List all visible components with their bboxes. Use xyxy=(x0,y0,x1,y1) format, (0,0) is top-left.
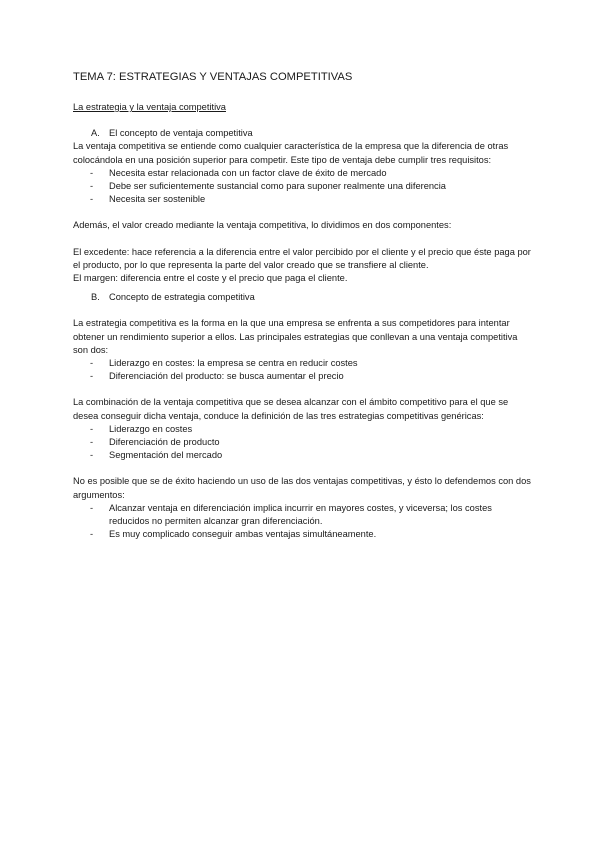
section-a-title: El concepto de ventaja competitiva xyxy=(109,128,253,139)
value-intro: Además, el valor creado mediante la ventaja competitiva, lo dividimos en dos componentes: xyxy=(73,220,452,231)
list-item: - Debe ser suficientemente sustancial como para suponer realmente una diferencia xyxy=(73,180,533,193)
combination-paragraph: La combinación de la ventaja competitiva que se desea alcanzar con el ámbito competitivo para el que se desea conseguir dicha ventaja, conduce la definición de las tres estrategias competitivas genéricas: xyxy=(73,397,509,421)
section-a-heading xyxy=(73,127,533,140)
list-item: - Necesita ser sostenible xyxy=(73,193,533,206)
page-title: TEMA 7: ESTRATEGIAS Y VENTAJAS COMPETITIVAS xyxy=(73,71,353,83)
list-item: - Necesita estar relacionada con un factor clave de éxito de mercado xyxy=(73,167,533,180)
conclusion-paragraph: No es posible que se de éxito haciendo un uso de las dos ventajas competitivas, y ésto lo defendemos con dos argumentos: xyxy=(73,476,531,500)
section-a-intro: La ventaja competitiva se entiende como cualquier característica de la empresa que la diferencia de otras colocándola en una posición superior para competir. Este tipo de ventaja debe cumplir tres requisitos: xyxy=(73,141,509,165)
section-a-letter: A. xyxy=(91,128,100,139)
arguments-list xyxy=(73,502,533,542)
list-item: - Liderazgo en costes xyxy=(73,423,533,436)
list-item: - Diferenciación de producto xyxy=(73,436,533,449)
list-item: - Es muy complicado conseguir ambas ventajas simultáneamente. xyxy=(73,528,533,541)
section-b-title: Concepto de estrategia competitiva xyxy=(109,292,255,303)
surplus-definition: El excedente: hace referencia a la diferencia entre el valor percibido por el cliente y el precio que éste paga por el producto, por lo que representa la parte del valor creado que se transfiere al cliente. xyxy=(73,246,531,270)
list-item: - Diferenciación del producto: se busca aumentar el precio xyxy=(73,370,533,383)
list-item: - Liderazgo en costes: la empresa se centra en reducir costes xyxy=(73,357,533,370)
strategies-list xyxy=(73,357,533,383)
section-b-letter: B. xyxy=(91,292,100,303)
section-subtitle: La estrategia y la ventaja competitiva xyxy=(73,102,226,112)
list-item: - Segmentación del mercado xyxy=(73,449,533,462)
requirements-list xyxy=(73,167,533,207)
section-b-heading xyxy=(73,291,533,304)
list-item: - Alcanzar ventaja en diferenciación implica incurrir en mayores costes, y viceversa; los costes reducidos no permiten alcanzar gran diferenciación. xyxy=(73,502,533,528)
section-b-intro: La estrategia competitiva es la forma en la que una empresa se enfrenta a sus competidores para intentar obtener un rendimiento superior a ellos. Las principales estrategias que conllevan a una ventaja competitiva son dos: xyxy=(73,318,518,355)
margin-definition: El margen: diferencia entre el coste y el precio que paga el cliente. xyxy=(73,273,348,284)
generic-strategies-list xyxy=(73,423,533,463)
document-page xyxy=(73,70,533,541)
